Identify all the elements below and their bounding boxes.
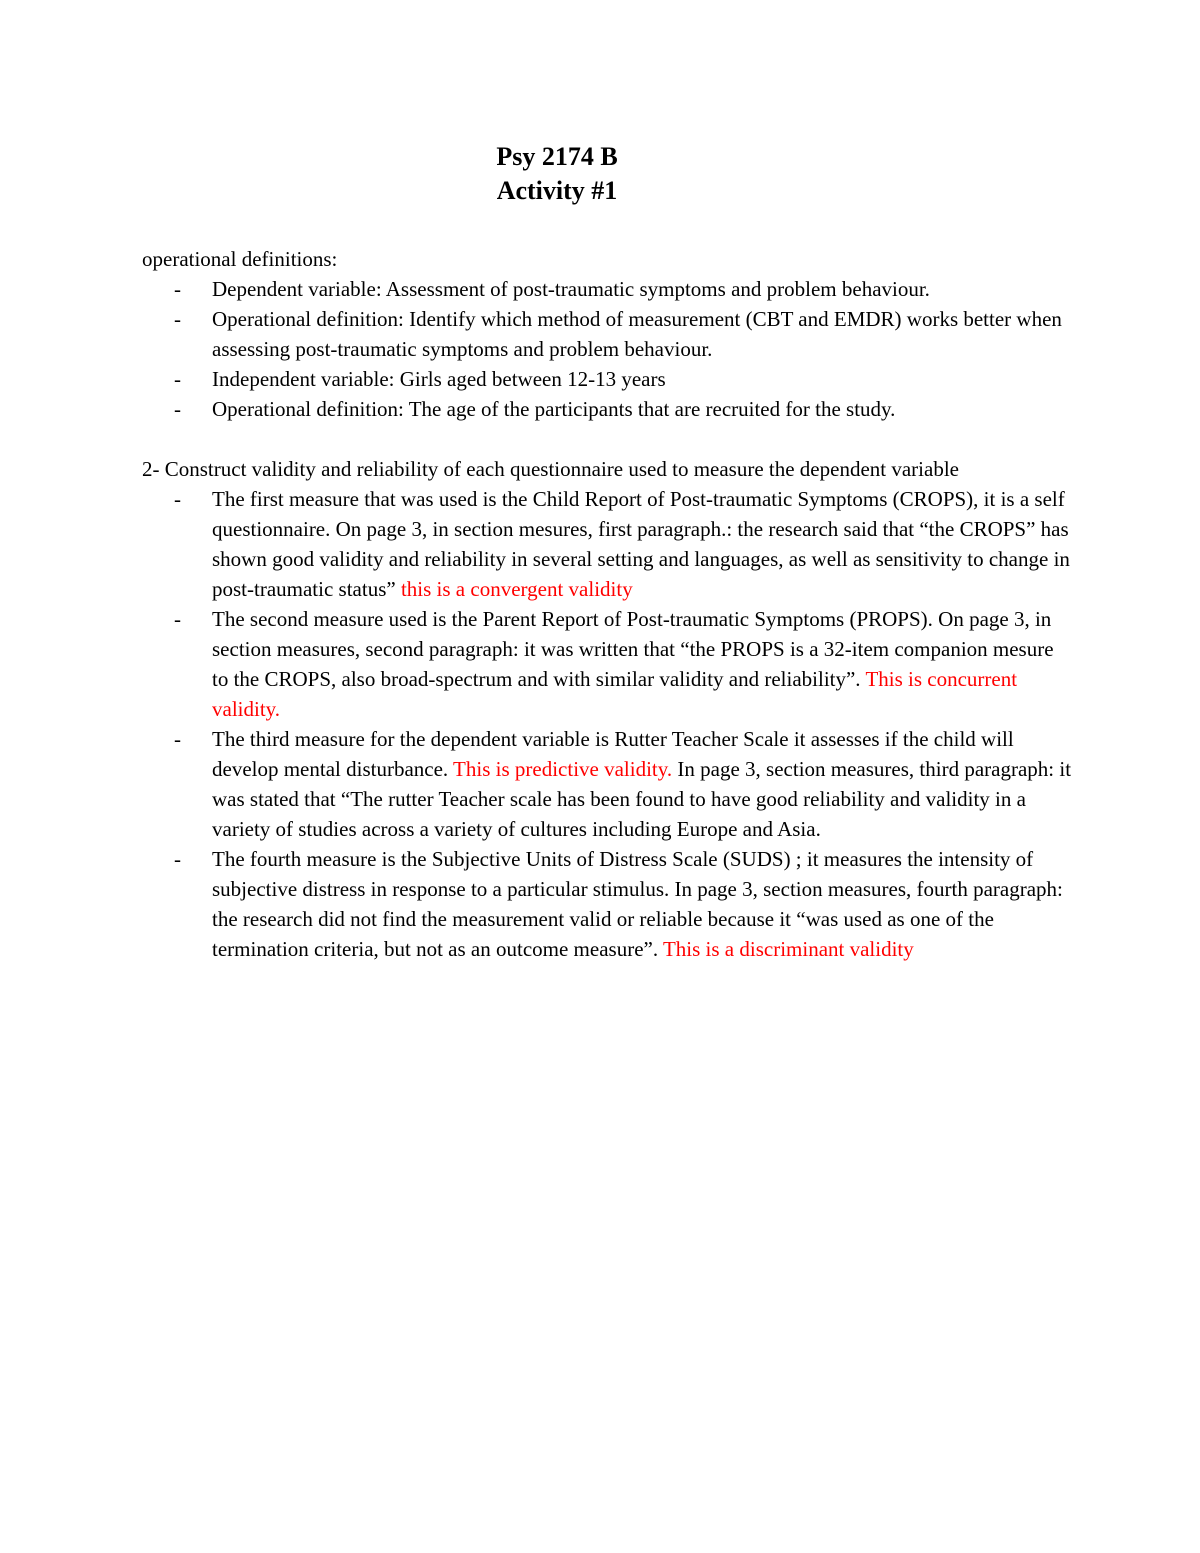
validity-note: this is a convergent validity xyxy=(400,577,633,601)
list-item-text: The first measure that was used is the Child Report of Post-traumatic Symptoms (CROPS), it is a self questionnaire. On page 3, in section mesures, first paragraph.: the research said that “the CROPS” has shown good validity and reliability in several setting and languages, as well as sensitivity to change in post-traumatic status” xyxy=(212,487,1070,601)
section-spacer xyxy=(142,424,1072,454)
list-item xyxy=(142,484,1072,604)
list-item xyxy=(142,274,1072,304)
list-item xyxy=(142,844,1072,964)
document-subtitle: Activity #1 xyxy=(496,176,618,205)
section1-heading: operational definitions: xyxy=(142,247,338,271)
list-item xyxy=(142,364,1072,394)
list-dash: - xyxy=(174,607,181,631)
list-item xyxy=(142,304,1072,364)
list-item xyxy=(142,394,1072,424)
list-item-text: The second measure used is the Parent Report of Post-traumatic Symptoms (PROPS). On page 3, in section measures, second paragraph: it was written that “the PROPS is a 32-item companion mesure to the CROPS, also broad-spectrum and with similar validity and reliability”. xyxy=(212,607,1054,691)
list-dash: - xyxy=(174,487,181,511)
list-item-text: Dependent variable: Assessment of post-traumatic symptoms and problem behaviour. xyxy=(212,277,930,301)
section2-heading: 2- Construct validity and reliability of each questionnaire used to measure the dependent variable xyxy=(142,457,959,481)
validity-note: This is a discriminant validity xyxy=(662,937,914,961)
document-body xyxy=(142,244,1072,964)
document-title: Psy 2174 B xyxy=(496,142,618,171)
list-dash: - xyxy=(174,727,181,751)
validity-note: This is concurrent validity. xyxy=(212,667,1018,721)
list-item-text: The fourth measure is the Subjective Units of Distress Scale (SUDS) ; it measures the intensity of subjective distress in response to a particular stimulus. In page 3, section measures, fourth paragraph: the research did not find the measurement valid or reliable because it “was used as one of the termination criteria, but not as an outcome measure”. xyxy=(212,847,1063,961)
section1-list xyxy=(142,274,1072,424)
list-item-text: Operational definition: Identify which method of measurement (CBT and EMDR) works better when assessing post-traumatic symptoms and problem behaviour. xyxy=(212,307,1062,361)
list-dash: - xyxy=(174,847,181,871)
list-item xyxy=(142,604,1072,724)
list-dash: - xyxy=(174,397,181,421)
list-dash: - xyxy=(174,277,181,301)
section2-list xyxy=(142,484,1072,964)
list-dash: - xyxy=(174,367,181,391)
list-item xyxy=(142,724,1072,844)
validity-note: This is predictive validity. xyxy=(453,757,673,781)
list-item-text: The third measure for the dependent variable is Rutter Teacher Scale it assesses if the child will develop mental disturbance. xyxy=(212,727,1014,781)
title-block xyxy=(0,140,1114,208)
list-dash: - xyxy=(174,307,181,331)
list-item-text: Independent variable: Girls aged between 12-13 years xyxy=(212,367,666,391)
list-item-text: In page 3, section measures, third paragraph: it was stated that “The rutter Teacher scale has been found to have good reliability and validity in a variety of studies across a variety of cultures including Europe and Asia. xyxy=(212,757,1072,841)
list-item-text: Operational definition: The age of the participants that are recruited for the study. xyxy=(212,397,896,421)
